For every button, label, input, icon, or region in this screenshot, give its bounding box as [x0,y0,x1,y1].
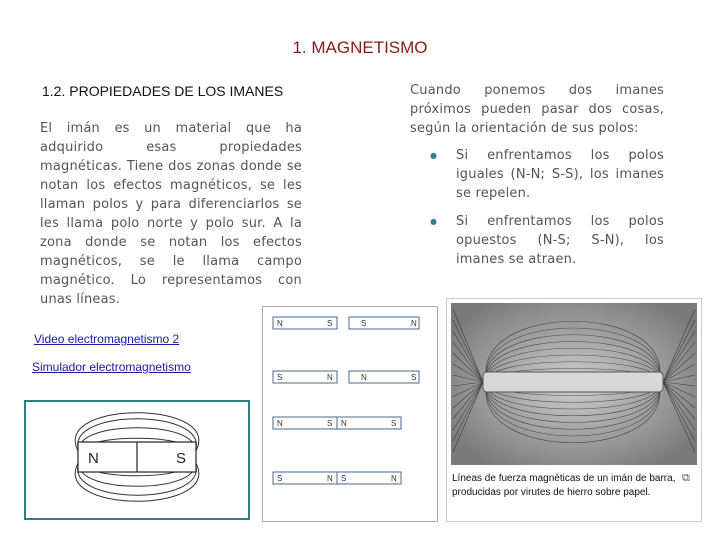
bar-magnet-photo [483,372,663,392]
pole-label: N [391,474,397,483]
expand-icon[interactable]: ⧉ [682,472,690,484]
section-subtitle: 1.2. PROPIEDADES DE LOS IMANES [42,83,284,99]
south-pole-label: S [176,450,187,467]
north-pole-label: N [88,450,99,467]
pole-pairs-diagram [262,306,438,522]
pole-label: S [277,373,283,382]
interaction-intro-text: Cuando ponemos dos imanes próximos pueden pasar dos cosas, según la orientación de sus polos: [410,83,664,136]
pole-label: N [361,373,367,382]
pole-label: S [391,419,397,428]
pole-label: N [277,419,283,428]
pole-label: S [327,419,333,428]
magnet-definition-text: El imán es un material que ha adquirido esas propiedades magnéticas. Tiene dos zonas donde se notan los efectos magnéticos, se les llaman polos y para diferenciarlos se les llama polo norte y polo sur. A la zona donde se notan los efectos magnéticos, se le llama campo magnético. Lo representamos con unas líneas. [40,121,302,307]
pole-pairs-graphic [263,307,437,521]
video-electromagnetism-link[interactable]: Video electromagnetismo 2 [34,332,180,346]
attract-bullet: ● Si enfrentamos los polos opuestos (N-S; S-N), los imanes se atraen. [410,212,664,269]
pole-label: S [361,319,367,328]
pole-label: N [277,319,283,328]
pole-label: N [327,373,333,382]
simulator-electromagnetism-link[interactable]: Simulador electromagnetismo [32,360,191,374]
field-lines-graphic [26,402,248,518]
photo-caption: Líneas de fuerza magnéticas de un imán de barra, producidas por virutes de hierro sobre papel. [452,473,676,498]
pole-label: S [277,474,283,483]
magnet-field-diagram [24,400,250,520]
repel-bullet: ● Si enfrentamos los polos iguales (N-N; S-S), los imanes se repelen. [410,146,664,203]
pole-label: S [327,319,333,328]
pole-label: S [411,373,417,382]
pole-label: N [327,474,333,483]
pole-label: N [341,419,347,428]
slide-title: 1. MAGNETISMO [292,38,428,57]
pole-label: N [411,319,417,328]
iron-filings-photo [447,299,701,469]
interaction-bullet-list [410,146,664,278]
pole-label: S [341,474,347,483]
